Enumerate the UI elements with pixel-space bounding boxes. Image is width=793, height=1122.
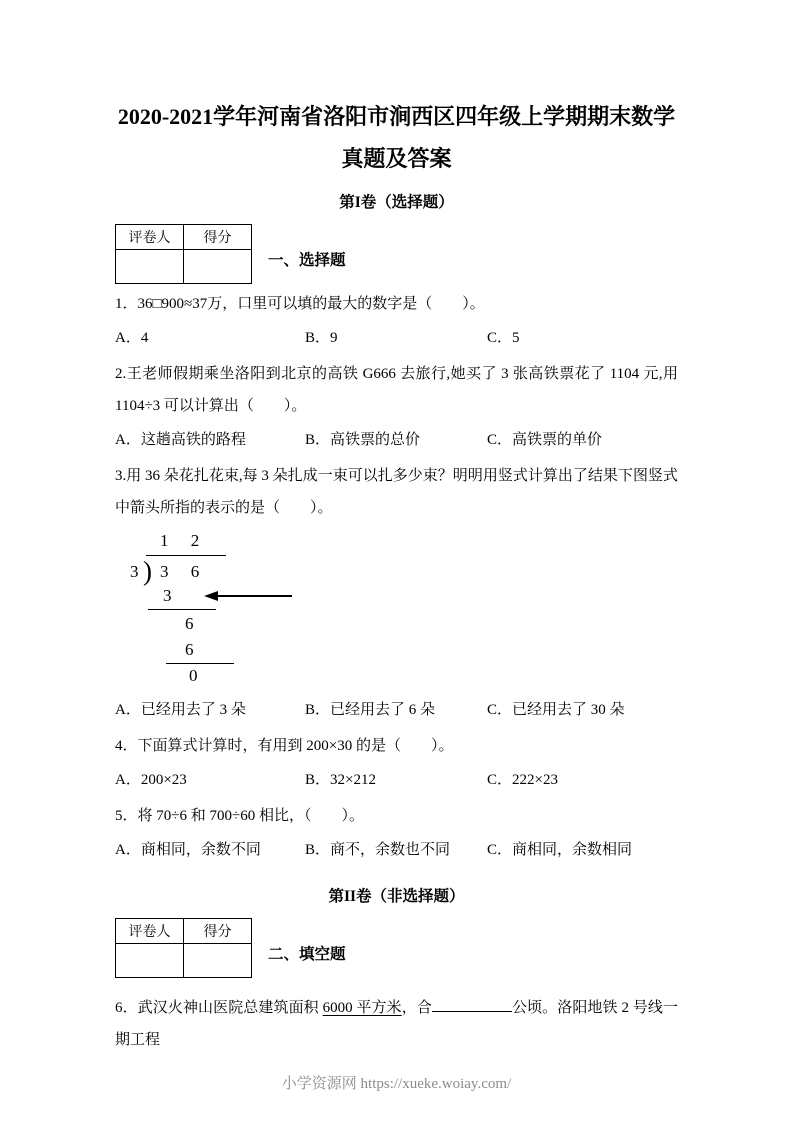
division-result: 0 xyxy=(189,666,198,685)
q2-option-a: A．这趟高铁的路程 xyxy=(115,432,246,448)
question-1-text: 1．36□900≈37万，口里可以填的最大的数字是（ ）。 xyxy=(115,296,485,312)
question-5-text: 5．将 70÷6 和 700÷60 相比，（ ）。 xyxy=(115,808,364,824)
long-division-figure xyxy=(130,530,678,688)
q5-option-c: C．商相同，余数相同 xyxy=(487,842,633,858)
division-dividend: 3 6 xyxy=(160,562,209,581)
score-table-part2 xyxy=(115,918,252,978)
arrow-icon xyxy=(202,588,294,604)
fill-section-heading: 二、填空题 xyxy=(268,946,346,963)
division-step3: 6 xyxy=(185,640,194,659)
question-4-text: 4．下面算式计算时，有用到 200×30 的是（ ）。 xyxy=(115,738,454,754)
part1-heading: 第I卷（选择题） xyxy=(339,194,454,211)
q4-option-a: A．200×23 xyxy=(115,772,187,788)
question-4-options xyxy=(115,764,678,796)
q6-text-part2: ，合 xyxy=(401,1000,432,1016)
site-footer: 小学资源网 https://xueke.woiay.com/ xyxy=(281,1076,512,1092)
grader-header-cell: 评卷人 xyxy=(116,919,184,944)
question-1-options xyxy=(115,322,678,354)
division-quotient-line xyxy=(146,555,226,556)
q2-option-c: C．高铁票的单价 xyxy=(487,432,603,448)
question-3-options xyxy=(115,694,678,726)
q4-option-b: B．32×212 xyxy=(305,772,376,788)
question-5-options xyxy=(115,834,678,866)
q6-text-part1: 6．武汉火神山医院总建筑面积 xyxy=(115,1000,323,1016)
question-2-options xyxy=(115,424,678,456)
score-value-cell xyxy=(184,944,252,978)
division-subtract-line1 xyxy=(148,609,216,610)
division-step1: 3 xyxy=(163,586,172,605)
score-value-cell xyxy=(184,250,252,284)
q1-option-b: B．9 xyxy=(305,330,338,346)
division-bracket-icon: ) xyxy=(143,556,152,586)
grader-value-cell xyxy=(116,250,184,284)
question-6-text xyxy=(115,992,678,1056)
part2-heading: 第II卷（非选择题） xyxy=(328,888,465,905)
division-divisor: 3 xyxy=(130,562,139,581)
document-title xyxy=(115,96,678,180)
division-quotient: 1 2 xyxy=(160,531,209,550)
q3-option-a: A．已经用去了 3 朵 xyxy=(115,702,246,718)
score-block-part1 xyxy=(115,224,678,284)
q6-answer-blank xyxy=(432,997,512,1012)
document-title-line2: 真题及答案 xyxy=(341,146,452,171)
score-header-cell: 得分 xyxy=(184,225,252,250)
document-title-line1: 2020-2021学年河南省洛阳市涧西区四年级上学期期末数学 xyxy=(117,104,676,129)
grader-value-cell xyxy=(116,944,184,978)
division-subtract-line2 xyxy=(166,663,234,664)
q6-text-part3: 公顷。洛阳地铁 2 号线一期工程 xyxy=(115,1000,678,1048)
question-2-text: 2.王老师假期乘坐洛阳到北京的高铁 G666 去旅行,她买了 3 张高铁票花了 1104 元,用 1104÷3 可以计算出（ ）。 xyxy=(115,366,678,414)
score-block-part2 xyxy=(115,918,678,978)
choice-section-heading: 一、选择题 xyxy=(268,252,346,269)
q6-underlined-value: 6000 平方米 xyxy=(322,1000,402,1016)
question-3-text: 3.用 36 朵花扎花束,每 3 朵扎成一束可以扎多少束？明明用竖式计算出了结果下图竖式中箭头所指的表示的是（ ）。 xyxy=(115,468,678,516)
q1-option-c: C．5 xyxy=(487,330,520,346)
grader-header-cell: 评卷人 xyxy=(116,225,184,250)
q1-option-a: A．4 xyxy=(115,330,149,346)
division-step2: 6 xyxy=(185,614,194,633)
q5-option-a: A．商相同，余数不同 xyxy=(115,842,261,858)
q3-option-c: C．已经用去了 30 朵 xyxy=(487,702,625,718)
score-header-cell: 得分 xyxy=(184,919,252,944)
q5-option-b: B．商不，余数也不同 xyxy=(305,842,451,858)
q3-option-b: B．已经用去了 6 朵 xyxy=(305,702,436,718)
q2-option-b: B．高铁票的总价 xyxy=(305,432,421,448)
q4-option-c: C．222×23 xyxy=(487,772,558,788)
score-table-part1 xyxy=(115,224,252,284)
